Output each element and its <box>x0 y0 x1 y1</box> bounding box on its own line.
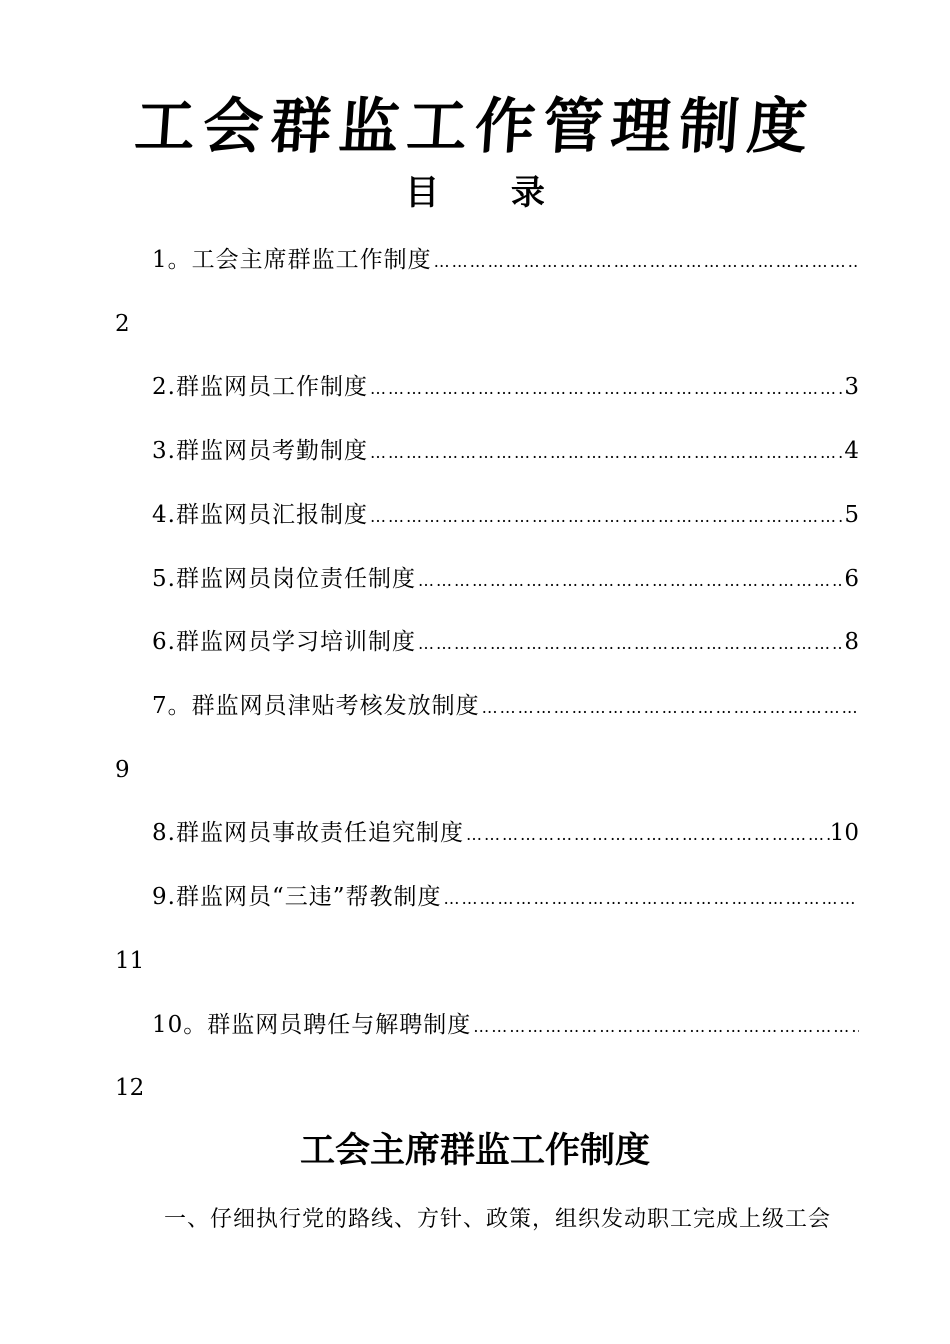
toc-entry[interactable] <box>152 240 859 280</box>
toc-entry[interactable] <box>152 622 859 662</box>
document-title: 工会群监工作管理制度 <box>132 92 818 162</box>
toc-leader-dots <box>482 688 859 726</box>
toc-entry-label: 5.群监网员岗位责任制度 <box>152 566 416 592</box>
section-paragraph: 一、仔细执行党的路线、方针、政策，组织发动职工完成上级工会 <box>164 1207 832 1232</box>
toc-entry-label: 7。群监网员津贴考核发放制度 <box>152 693 480 719</box>
toc-entry-label: 2.群监网员工作制度 <box>152 374 368 400</box>
toc-entry-page-number: 4 <box>844 438 859 464</box>
toc-leader-dots <box>473 1007 859 1045</box>
toc-entry-label: 9.群监网员“三违”帮教制度 <box>152 884 442 910</box>
toc-entry[interactable] <box>152 431 859 471</box>
toc-entry-label: 1。工会主席群监工作制度 <box>152 247 432 273</box>
toc-leader-dots <box>466 815 830 853</box>
toc-entry-page-number: 8 <box>844 629 859 655</box>
toc-leader-dots <box>370 497 844 535</box>
toc-entry[interactable] <box>152 495 859 535</box>
toc-entry[interactable] <box>152 877 859 917</box>
toc-leader-dots <box>434 242 859 280</box>
toc-entry-label: 8.群监网员事故责任追究制度 <box>152 820 464 846</box>
toc-entry-label: 3.群监网员考勤制度 <box>152 438 368 464</box>
toc-entry[interactable] <box>152 559 859 599</box>
section-title: 工会主席群监工作制度 <box>299 1131 650 1171</box>
toc-entry-page-number: 9 <box>115 757 130 783</box>
toc-entry[interactable] <box>152 1005 859 1045</box>
toc-entry-label: 6.群监网员学习培训制度 <box>152 629 416 655</box>
toc-entry-page-number: 2 <box>115 311 130 337</box>
toc-heading: 目 录 <box>405 173 545 213</box>
toc-entry-page-number: 11 <box>115 948 145 974</box>
toc-entry-page-number: 6 <box>844 566 859 592</box>
toc-entry-page-number: 10 <box>829 820 859 846</box>
toc-entry-label: 10。群监网员聘任与解聘制度 <box>152 1012 472 1038</box>
toc-entry-page-number: 3 <box>844 374 859 400</box>
toc-leader-dots <box>370 433 844 471</box>
toc-entry[interactable] <box>152 367 859 407</box>
toc-entry[interactable] <box>152 686 859 726</box>
toc-leader-dots <box>418 624 844 662</box>
toc-leader-dots <box>418 561 844 599</box>
toc-entry-page-number: 12 <box>115 1075 145 1101</box>
toc-leader-dots <box>370 369 844 407</box>
toc-entry-label: 4.群监网员汇报制度 <box>152 502 368 528</box>
toc-leader-dots <box>443 879 859 917</box>
toc-entry-page-number: 5 <box>844 502 859 528</box>
toc-entry[interactable] <box>152 813 859 853</box>
